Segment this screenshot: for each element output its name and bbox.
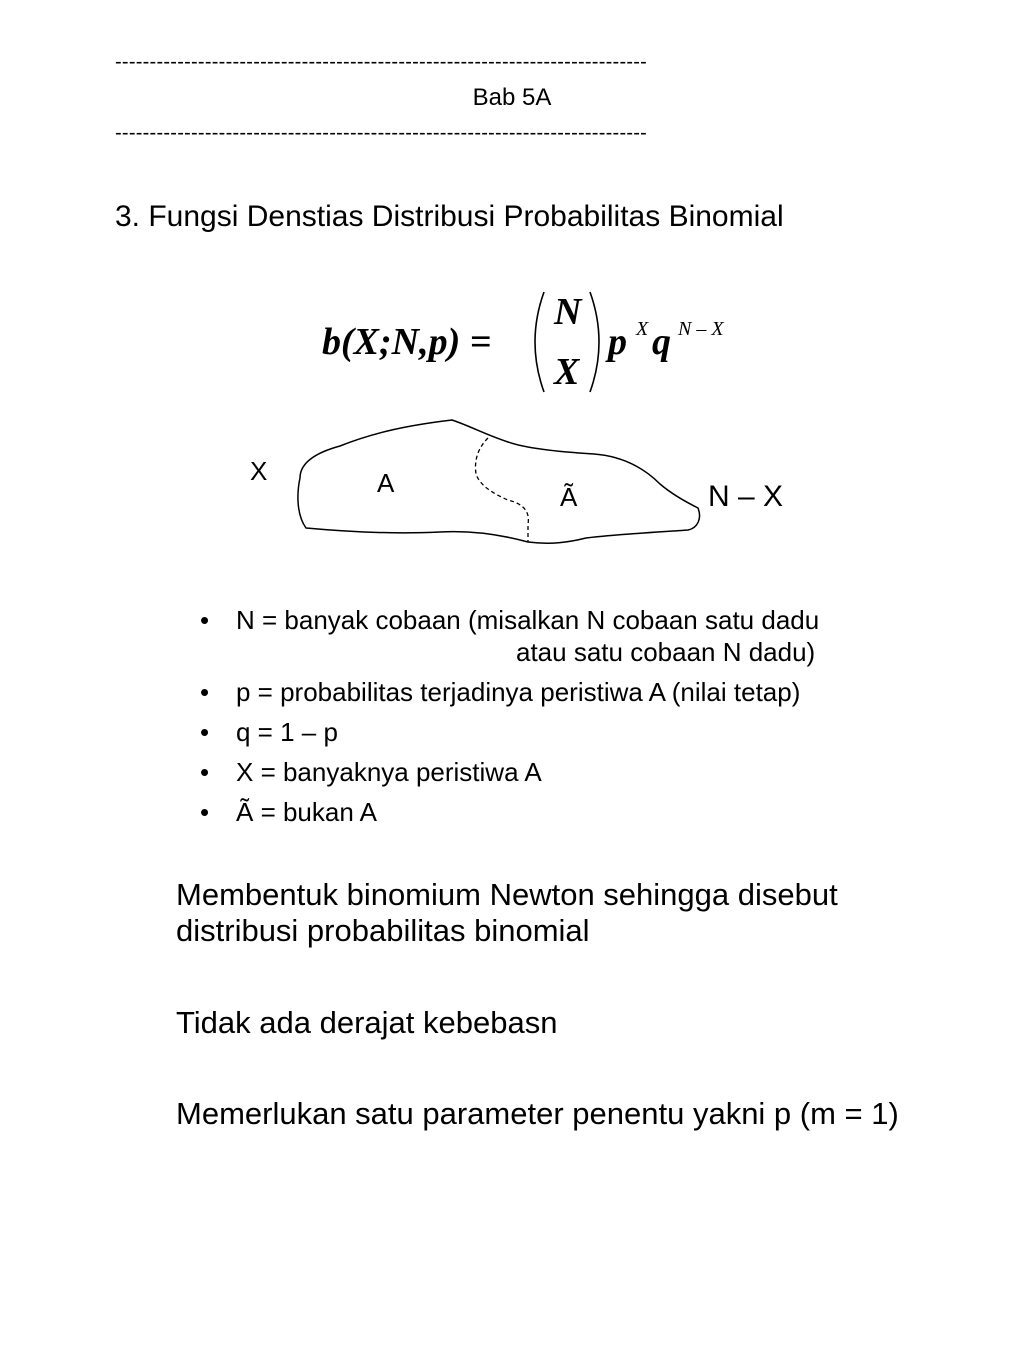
list-item (200, 604, 960, 668)
definition-p: p = probabilitas terjadinya peristiwa A (nilai tetap) (236, 677, 801, 707)
formula-p: p (608, 321, 627, 363)
definition-n-continued: atau satu cobaan N dadu) (516, 637, 816, 667)
region-divider (476, 438, 529, 542)
chapter-label: Bab 5A (472, 84, 552, 111)
header-rule-top: ----------------------------------------------------------------------------- (115, 51, 648, 73)
definition-list (200, 604, 960, 836)
paragraph-parameter: Memerlukan satu parameter penentu yakni p (m = 1) (176, 1096, 899, 1131)
paragraph-binomium: Membentuk binomium Newton sehingga disebut distribusi probabilitas binomial (176, 877, 838, 948)
event-region-outline (298, 420, 700, 543)
definition-x: X = banyaknya peristiwa A (236, 757, 542, 787)
event-diagram (0, 0, 1024, 600)
diagram-label-not-a: Ã (560, 482, 578, 512)
diagram-label-n-minus-x: N – X (708, 480, 784, 513)
list-item (200, 716, 960, 748)
definition-q: q = 1 – p (236, 717, 338, 747)
formula-p-exponent: X (636, 318, 649, 340)
definition-not-a: Ã = bukan A (236, 797, 377, 827)
paragraph-degrees-of-freedom: Tidak ada derajat kebebasn (176, 1005, 558, 1040)
formula-lhs: b(X;N,p) = (322, 321, 492, 363)
diagram-label-x: X (250, 456, 268, 486)
binomial-bottom: X (554, 351, 580, 393)
list-item (200, 676, 960, 708)
definition-n: N = banyak cobaan (misalkan N cobaan satu dadu (236, 605, 820, 635)
diagram-label-a: A (377, 468, 395, 498)
binomial-top: N (554, 291, 582, 333)
formula-q-exponent: N – X (678, 318, 724, 340)
formula-q: q (652, 321, 671, 363)
list-item (200, 796, 960, 828)
section-title: 3. Fungsi Denstias Distribusi Probabilitas Binomial (115, 200, 784, 233)
list-item (200, 756, 960, 788)
header-rule-bottom: ----------------------------------------------------------------------------- (115, 122, 648, 144)
